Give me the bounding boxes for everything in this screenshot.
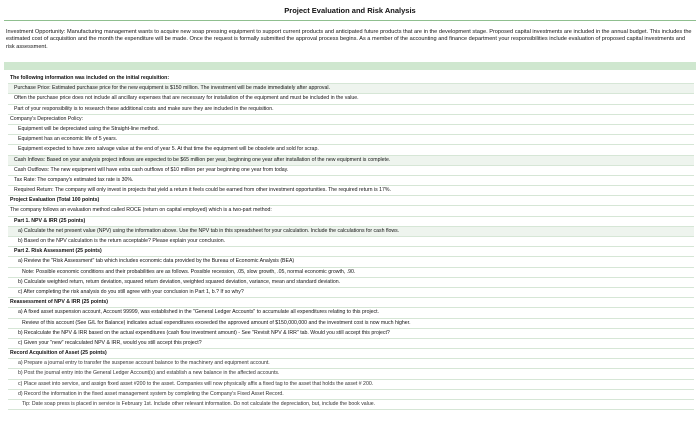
list-item: a) Review the "Risk Assessment" tab which includes economic data provided by the Bureau of Economic Analysis (BEA) <box>8 257 694 267</box>
title-divider <box>4 20 696 21</box>
list-item: Required Return: The company will only invest in projects that yield a return it feels could be earned from other investment opportunities. The required return is 17%. <box>8 186 694 196</box>
list-item: b) Calculate weighted return, return deviation, squared return deviation, weighted squared deviation, variance, mean and standard deviation. <box>8 278 694 288</box>
list-item: Cash Inflows: Based on your analysis project inflows are expected to be $65 million per year, beginning one year after installation of the new equipment is complete. <box>8 156 694 166</box>
list-item: Tax Rate: The company's estimated tax rate is 30%. <box>8 176 694 186</box>
section-band <box>4 62 696 70</box>
list-item: Equipment expected to have zero salvage value at the end of year 5. At that time the equipment will be obsolete and sold for scrap. <box>8 145 694 155</box>
list-item: Record Acquisition of Asset (25 points) <box>8 349 694 359</box>
list-item: Part 2. Risk Assessment (25 points) <box>8 247 694 257</box>
list-item: Project Evaluation (Total 100 points) <box>8 196 694 206</box>
list-item: Often the purchase price does not include all ancillary expenses that are necessary for installation of the equipment and must be included in the value. <box>8 94 694 104</box>
list-item: b) Based on the NPV calculation is the return acceptable? Please explain your conclusion. <box>8 237 694 247</box>
list-item: a) Prepare a journal entry to transfer the suspense account balance to the machinery and equipment account. <box>8 359 694 369</box>
list-item: b) Recalculate the NPV & IRR based on the actual expenditures (cash flow investment amount) - See "Revisit NPV & IRR" tab. Would you still accept this project? <box>8 329 694 339</box>
investment-opportunity-paragraph: Investment Opportunity: Manufacturing management wants to acquire new soap pressing equipment to support current products and anticipated future products that are in the development stage. Proposed capital investments are included in the annual budget. This includes the estimated cost of acquisition and the month the expenditure will be made. Once the request is formally submitted the approval process begins. As a member of the accounting and finance department your responsibilities include evaluation of proposed capital investments and risk assessment. <box>6 29 692 50</box>
list-item: The company follows an evaluation method called ROCE (return on capital employed) which is a two-part method: <box>8 206 694 216</box>
list-item: a) A fixed asset suspension account, Account 99999, was established in the "General Ledger Accounts" to accumulate all expenditures relating to this project. <box>8 308 694 318</box>
list-item: Company's Depreciation Policy: <box>8 115 694 125</box>
list-item: Part 1. NPV & IRR (25 points) <box>8 217 694 227</box>
list-item: Reassessment of NPV & IRR (25 points) <box>8 298 694 308</box>
list-item: c) Place asset into service, and assign fixed asset #200 to the asset. Companies will now physically affix a fixed tag to the asset that holds the asset # 200. <box>8 380 694 390</box>
list-item: Tip: Date soap press is placed in service is February 1st. Include other relevant information. Do not calculate the depreciation, but, include the book value. <box>8 400 694 410</box>
list-item: Review of this account (See G/L for Balance) indicates actual expenditures exceeded the approved amount of $150,000,000 and the investment cost is now much higher. <box>8 319 694 329</box>
list-item: Note: Possible economic conditions and their probabilities are as follows. Possible recession, .05, slow growth, .05, normal economic growth, .90. <box>8 268 694 278</box>
list-item: d) Record the information in the fixed asset management system by completing the Company's Fixed Asset Record. <box>8 390 694 400</box>
list-item: Part of your responsibility is to research these additional costs and make sure they are included in the requisition. <box>8 105 694 115</box>
list-item: c) After completing the risk analysis do you still agree with your conclusion in Part 1, b.? If so why? <box>8 288 694 298</box>
list-item: Equipment will be depreciated using the Straight-line method. <box>8 125 694 135</box>
list-item: b) Post the journal entry into the General Ledger Account(s) and establish a new balance in the affected accounts. <box>8 369 694 379</box>
list-item: Purchase Price: Estimated purchase price for the new equipment is $150 million. The investment will be made immediately after approval. <box>8 84 694 94</box>
list-item: The following information was included on the initial requisition: <box>8 74 694 84</box>
list-item: Cash Outflows: The new equipment will have extra cash outflows of $10 million per year beginning one year from today. <box>8 166 694 176</box>
list-item: a) Calculate the net present value (NPV) using the information above. Use the NPV tab in this spreadsheet for your calculation. Include the calculations for cash flows. <box>8 227 694 237</box>
list-item: c) Given your "new" recalculated NPV & IRR, would you still accept this project? <box>8 339 694 349</box>
list-item: Equipment has an economic life of 5 years. <box>8 135 694 145</box>
document-title: Project Evaluation and Risk Analysis <box>284 6 416 15</box>
requirements-list <box>8 74 694 410</box>
